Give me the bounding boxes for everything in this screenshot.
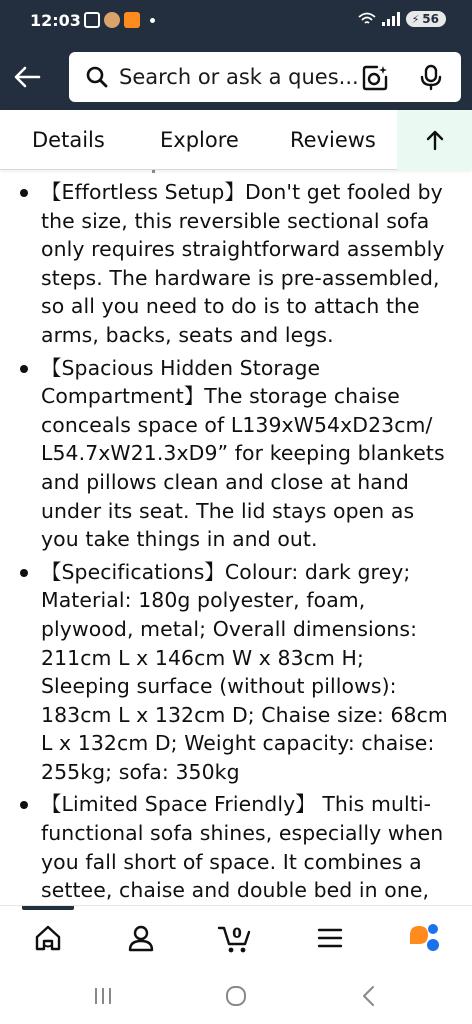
avatar-icon	[104, 12, 120, 28]
search-bar[interactable]	[69, 52, 461, 102]
charging-bolt-icon: ⚡	[411, 12, 420, 26]
feature-bullet-list	[0, 178, 472, 905]
home-system-button[interactable]	[221, 981, 251, 1011]
nav-cart[interactable]	[217, 920, 257, 956]
microphone-icon[interactable]	[419, 64, 443, 92]
feature-bullet	[0, 354, 472, 554]
tab-explore[interactable]: Explore	[160, 128, 239, 152]
tab-reviews[interactable]: Reviews	[290, 128, 376, 152]
camera-lens-icon[interactable]	[361, 64, 389, 92]
product-section-tabs	[0, 110, 472, 170]
battery-icon	[406, 11, 446, 27]
account-icon	[126, 923, 156, 953]
scroll-to-top-button[interactable]	[397, 110, 472, 170]
nav-menu[interactable]	[312, 920, 348, 956]
bullet-dot	[20, 189, 28, 197]
bullet-dot	[20, 365, 28, 373]
home-circle-icon	[224, 984, 248, 1008]
app-notification-icon	[124, 12, 140, 28]
signal-icon	[382, 12, 400, 26]
back-button[interactable]	[10, 60, 44, 94]
menu-icon	[316, 926, 344, 950]
back-arrow-icon	[12, 65, 42, 89]
feature-bullet	[0, 558, 472, 787]
nav-rufus[interactable]	[406, 920, 442, 956]
back-system-button[interactable]	[354, 981, 384, 1011]
feature-bullet-text: 【Spacious Hidden Storage Compartment】The storage chaise conceals space of L139xW54xD23cm/ L54.7xW21.3xD9” for keeping blankets and pillows clean and close at hand under its seat. The lid stays open as you take things in and out.	[41, 355, 445, 552]
rufus-icon	[407, 921, 441, 955]
cart-icon	[217, 922, 257, 954]
bullet-dot	[20, 569, 28, 577]
feature-bullet	[0, 178, 472, 350]
recent-apps-button[interactable]	[88, 981, 118, 1011]
clipped-text-remnant	[152, 170, 155, 173]
notification-icons	[84, 12, 155, 28]
search-input[interactable]	[119, 52, 369, 102]
bottom-navigation	[0, 905, 472, 967]
feature-bullet-text: 【Effortless Setup】Don't get fooled by the size, this reversible sectional sofa only requires straightforward assembly steps. The hardware is pre-assembled, so all you need to do is to attach the arms, backs, seats and legs.	[41, 180, 445, 347]
chevron-left-icon	[359, 984, 379, 1008]
cart-count: 0	[232, 926, 242, 942]
status-time: 12:03	[30, 11, 81, 30]
feature-bullet	[0, 790, 472, 904]
message-icon	[84, 12, 100, 28]
tab-details[interactable]: Details	[32, 128, 105, 152]
status-right	[358, 11, 446, 27]
system-navigation-bar	[0, 967, 472, 1024]
battery-level: 56	[422, 12, 439, 26]
search-header	[0, 44, 472, 110]
product-description	[0, 170, 472, 905]
home-icon	[33, 923, 63, 953]
arrow-up-icon	[425, 129, 445, 151]
active-tab-indicator	[22, 906, 74, 910]
bullet-dot	[20, 801, 28, 809]
nav-home[interactable]	[30, 920, 66, 956]
feature-bullet-text: 【Specifications】Colour: dark grey; Material: 180g polyester, foam, plywood, metal; Overall dimensions: 211cm L x 146cm W x 83cm H; Sleeping surface (without pillows): 183cm L x 132cm D; Chaise size: 68cm L x 132cm D; Weight capacity: chaise: 255kg; sofa: 350kg	[41, 559, 448, 784]
feature-bullet-text: 【Limited Space Friendly】 This multi-functional sofa shines, especially when you fall short of space. It combines a settee, chaise and double bed in one,	[41, 792, 444, 903]
nav-account[interactable]	[123, 920, 159, 956]
status-bar	[0, 0, 472, 44]
recent-apps-icon	[92, 985, 114, 1007]
wifi-icon	[358, 12, 376, 26]
search-icon	[85, 65, 109, 89]
more-notifications-dot-icon	[150, 18, 155, 23]
